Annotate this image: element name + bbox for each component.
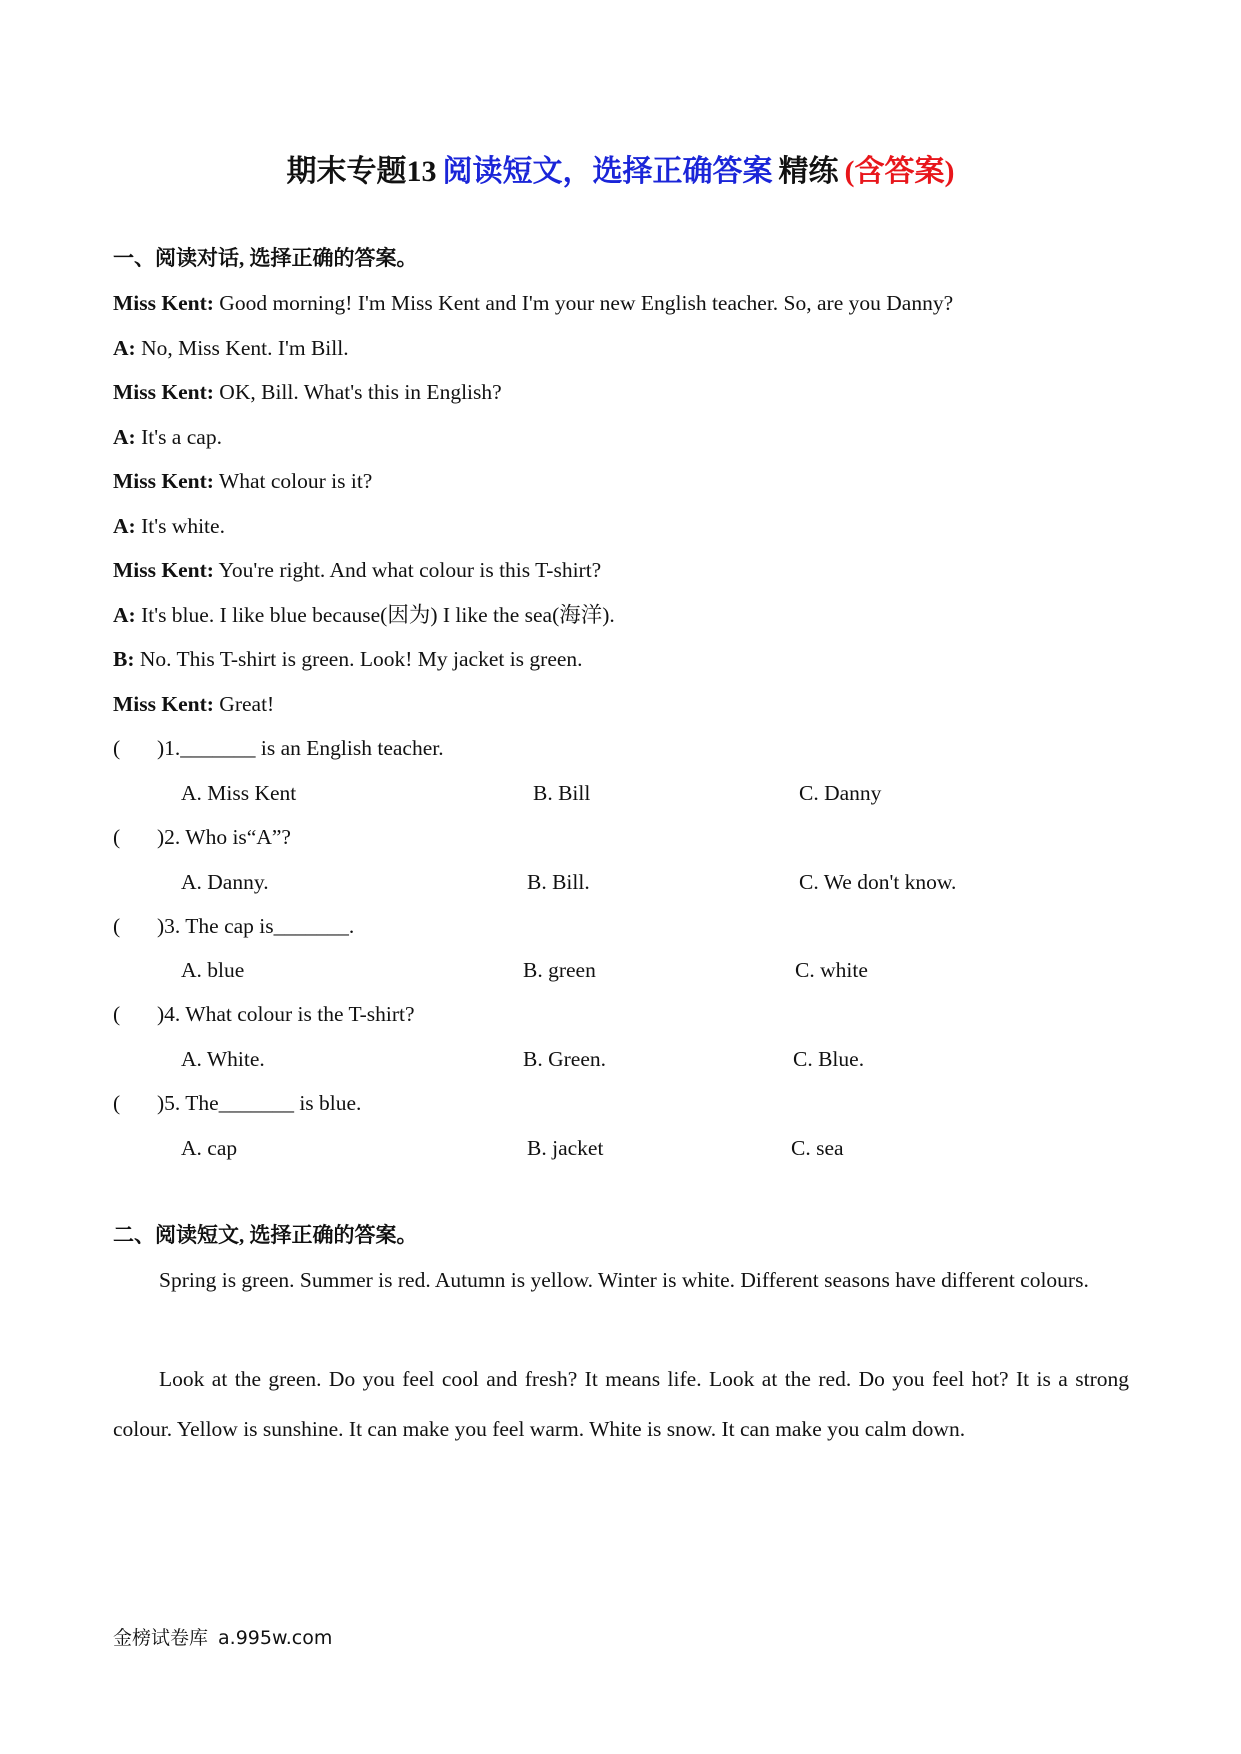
q1-option-a[interactable]: A. Miss Kent [181, 781, 297, 805]
q1-option-b[interactable]: B. Bill [533, 781, 591, 805]
question-3: ( )3. The cap is_______. [113, 914, 355, 938]
section2-heading: 二、阅读短文, 选择正确的答案。 [113, 1223, 418, 1247]
q4-option-b[interactable]: B. Green. [523, 1047, 606, 1071]
question-5: ( )5. The_______ is blue. [113, 1091, 362, 1115]
dialogue-line: A: It's a cap. [113, 425, 222, 449]
dialogue-line: Miss Kent: You're right. And what colour is this T-shirt? [113, 558, 602, 582]
title-part-1: 期末专题13 [286, 155, 437, 188]
q4-option-a[interactable]: A. White. [181, 1047, 265, 1071]
footer-brand: 金榜试卷库 [113, 1627, 209, 1649]
q3-option-b[interactable]: B. green [523, 958, 596, 982]
passage-paragraph-1: Spring is green. Summer is red. Autumn is yellow. Winter is white. Different seasons have different colours. [159, 1268, 1089, 1292]
q2-option-c[interactable]: C. We don't know. [799, 870, 957, 894]
section1-heading: 一、阅读对话, 选择正确的答案。 [113, 246, 418, 270]
q5-option-a[interactable]: A. cap [181, 1136, 238, 1160]
dialogue-line: A: It's white. [113, 514, 225, 538]
q5-option-c[interactable]: C. sea [791, 1136, 844, 1160]
dialogue-line: Miss Kent: Great! [113, 692, 275, 716]
passage-paragraph-2: Look at the green. Do you feel cool and fresh? It means life. Look at the red. Do you feel hot? It is a strong colour. Yellow is sunshine. It can make you feel warm. White is snow. It can make you calm down. [113, 1367, 1129, 1441]
title-part-4: (含答案) [844, 155, 955, 188]
title-part-3: 精练 [778, 155, 839, 188]
dialogue-line: A: It's blue. I like blue because(因为) I like the sea(海洋). [113, 603, 615, 627]
dialogue-line: Miss Kent: What colour is it? [113, 469, 373, 493]
q5-option-b[interactable]: B. jacket [527, 1136, 604, 1160]
dialogue-line: Miss Kent: Good morning! I'm Miss Kent and I'm your new English teacher. So, are you Danny? [113, 291, 954, 315]
q2-option-a[interactable]: A. Danny. [181, 870, 269, 894]
question-2: ( )2. Who is“A”? [113, 825, 291, 849]
q3-option-c[interactable]: C. white [795, 958, 868, 982]
footer [113, 1624, 332, 1652]
question-4: ( )4. What colour is the T-shirt? [113, 1002, 415, 1026]
footer-url[interactable]: a.995w.com [218, 1627, 333, 1649]
dialogue-line: A: No, Miss Kent. I'm Bill. [113, 336, 349, 360]
q4-option-c[interactable]: C. Blue. [793, 1047, 865, 1071]
q3-option-a[interactable]: A. blue [181, 958, 245, 982]
dialogue-line: B: No. This T-shirt is green. Look! My jacket is green. [113, 647, 583, 671]
question-1: ( )1._______ is an English teacher. [113, 736, 444, 760]
q2-option-b[interactable]: B. Bill. [527, 870, 590, 894]
q1-option-c[interactable]: C. Danny [799, 781, 882, 805]
title-part-2: 阅读短文，选择正确答案 [442, 155, 773, 188]
dialogue-line: Miss Kent: OK, Bill. What's this in English? [113, 380, 502, 404]
page-title [0, 152, 1241, 192]
